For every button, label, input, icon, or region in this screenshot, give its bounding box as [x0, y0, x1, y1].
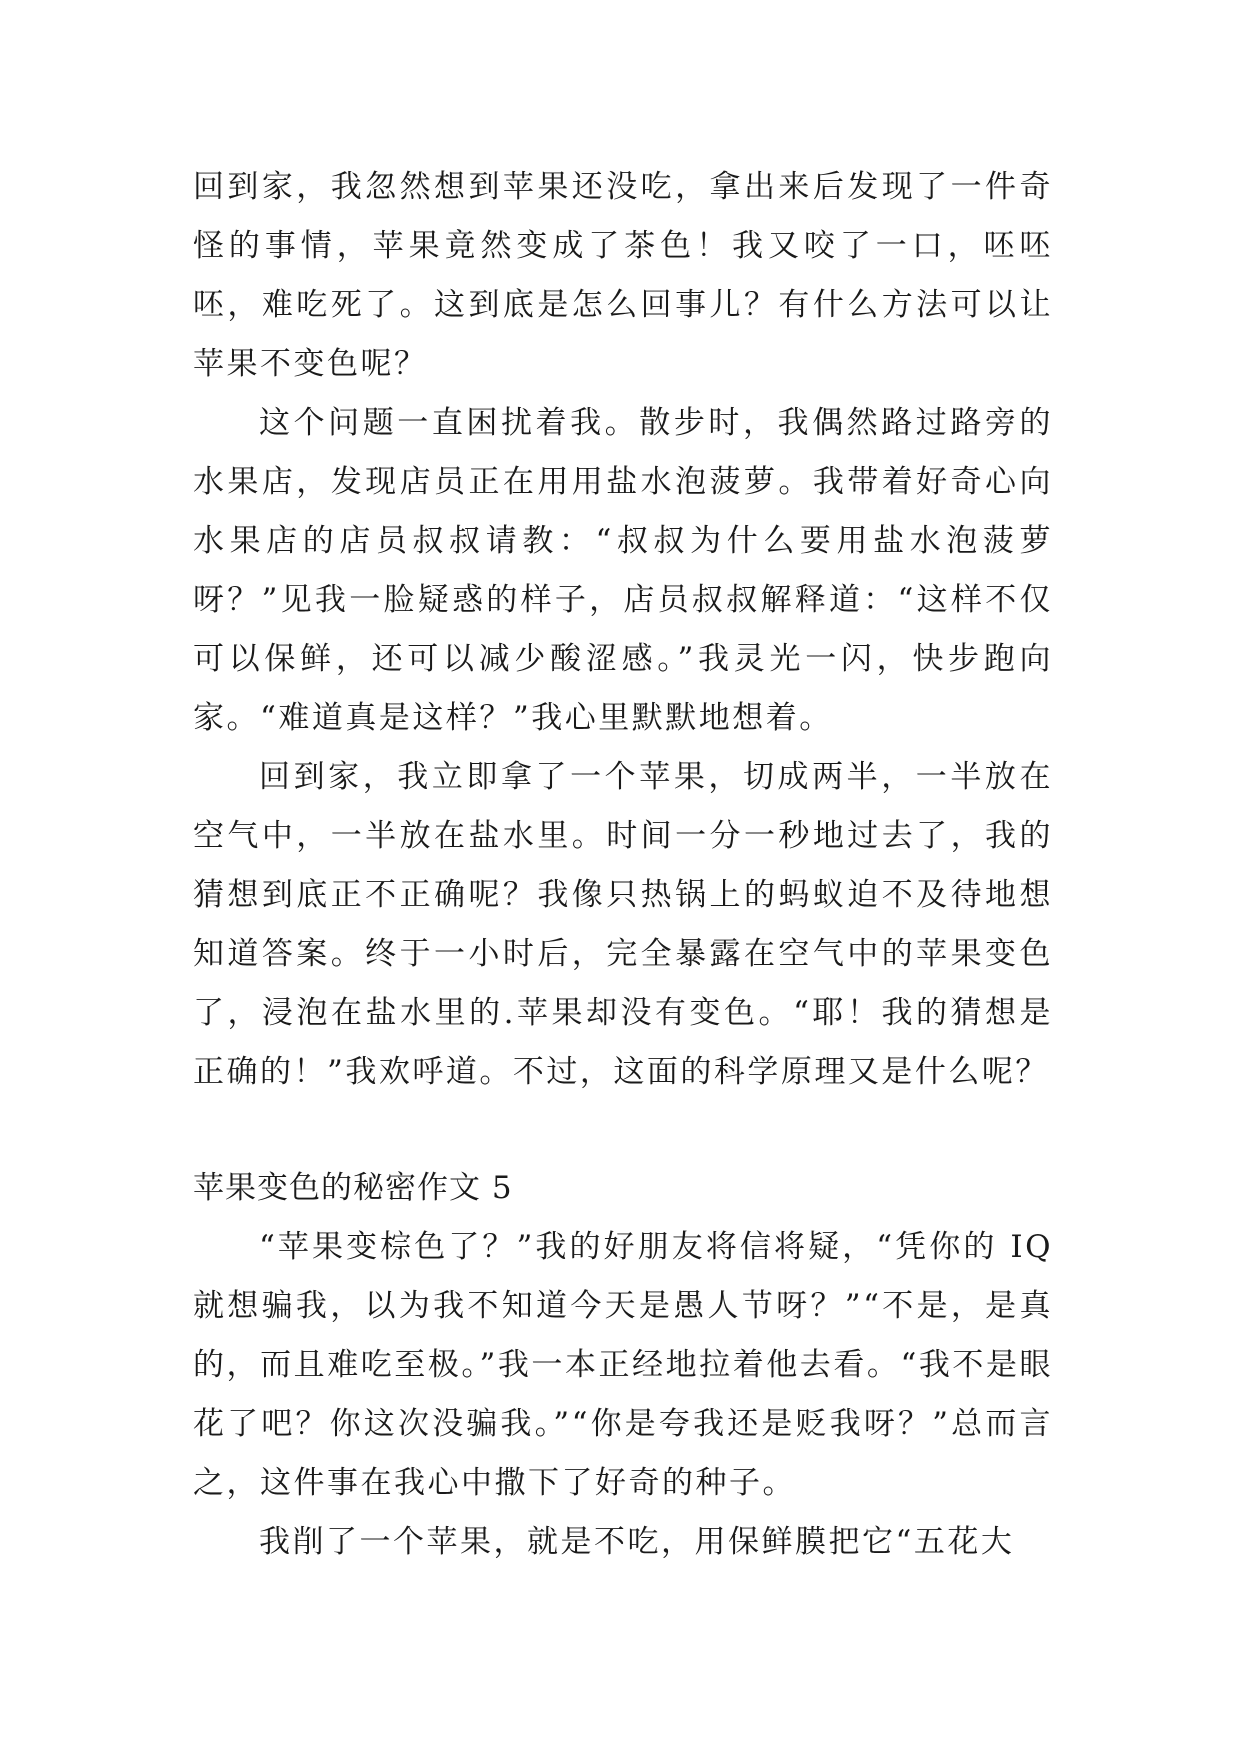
paragraph-4: “苹果变棕色了？”我的好朋友将信将疑，“凭你的 IQ 就想骗我，以为我不知道今天是愚人节呀？”“不是，是真的，而且难吃至极。”我一本正经地拉着他去看。“我不是眼花了吧？你这次没骗我。”“你是夸我还是贬我呀？”总而言之，这件事在我心中撒下了好奇的种子。 — [193, 1229, 1066, 1501]
paragraph-1: 回到家，我忽然想到苹果还没吃，拿出来后发现了一件奇怪的事情，苹果竟然变成了茶色！我又咬了一口，呸呸呸，难吃死了。这到底是怎么回事儿？有什么方法可以让苹果不变色呢？ — [193, 169, 1053, 382]
paragraph-5: 我削了一个苹果，就是不吃，用保鲜膜把它“五花大 — [259, 1524, 1015, 1560]
section-title: 苹果变色的秘密作文 5 — [193, 1170, 513, 1206]
paragraph-3: 回到家，我立即拿了一个苹果，切成两半，一半放在空气中，一半放在盐水里。时间一分一秒地过去了，我的猜想到底正不正确呢？我像只热锅上的蚂蚁迫不及待地想知道答案。终于一小时后，完全暴露在空气中的苹果变色了，浸泡在盐水里的.苹果却没有变色。“耶！我的猜想是正确的！”我欢呼道。不过，这面的科学原理又是什么呢？ — [193, 759, 1053, 1090]
document-body — [193, 158, 1066, 1572]
paragraph-2: 这个问题一直困扰着我。散步时，我偶然路过路旁的水果店，发现店员正在用用盐水泡菠萝。我带着好奇心向水果店的店员叔叔请教：“叔叔为什么要用盐水泡菠萝呀？”见我一脸疑惑的样子，店员叔叔解释道：“这样不仅可以保鲜，还可以减少酸涩感。”我灵光一闪，快步跑向家。“难道真是这样？”我心里默默地想着。 — [193, 405, 1053, 736]
